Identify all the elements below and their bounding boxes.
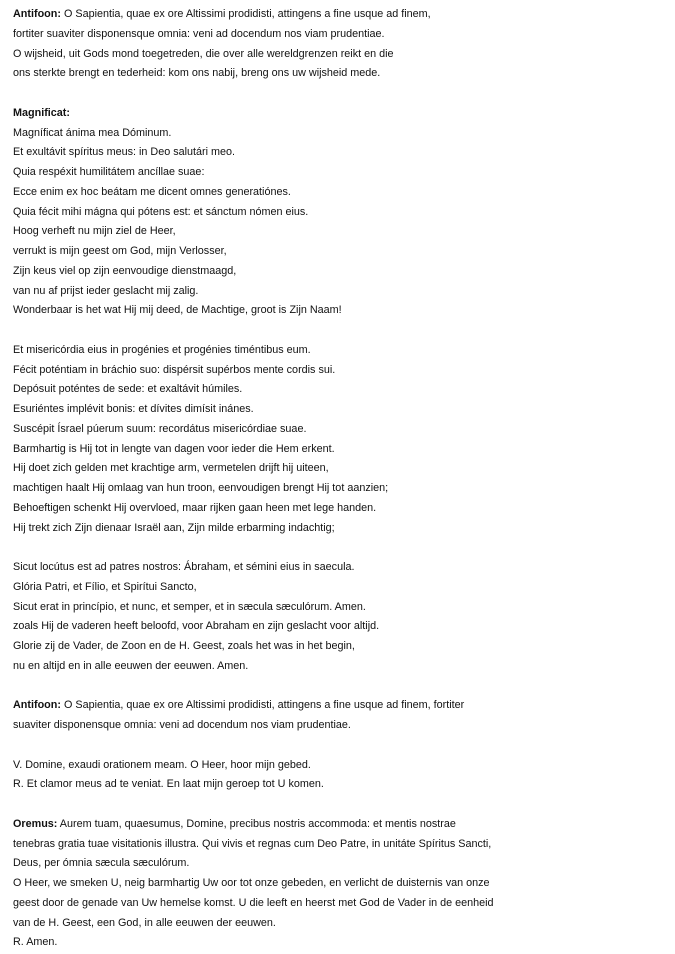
verse-line: Sicut erat in princípio, et nunc, et semper, et in sæcula sæculórum. Amen.	[13, 600, 366, 613]
verse-line: Depósuit poténtes de sede: et exaltávit húmiles.	[13, 383, 243, 396]
verse-line: verrukt is mijn geest om God, mijn Verlosser,	[13, 245, 227, 257]
verse-line: Et exultávit spíritus meus: in Deo salutári meo.	[13, 146, 236, 159]
oremus-line-1: Oremus: Aurem tuam, quaesumus, Domine, precibus nostris accommoda: et mentis nostrae	[13, 817, 456, 830]
oremus-line-4: O Heer, we smeken U, neig barmhartig Uw oor tot onze gebeden, en verlicht de duisternis van onze	[13, 877, 490, 889]
verse-line: machtigen haalt Hij omlaag van hun troon, eenvoudigen brengt Hij tot aanzien;	[13, 482, 389, 494]
versicle-v: V. Domine, exaudi orationem meam. O Heer, hoor mijn gebed.	[13, 758, 311, 771]
magnificat	[13, 104, 675, 677]
oremus-label: Oremus:	[13, 817, 58, 830]
spacer	[13, 84, 675, 104]
verse-line: Sicut locútus est ad patres nostros: Ábraham, et sémini eius in saecula.	[13, 561, 355, 573]
verse-line: Ecce enim ex hoc beátam me dicent omnes generatiónes.	[13, 185, 291, 198]
verse-line: Wonderbaar is het wat Hij mij deed, de Machtige, groot is Zijn Naam!	[13, 304, 342, 317]
magnificat-stanza-1	[13, 124, 675, 322]
spacer	[13, 538, 675, 558]
verse-line: zoals Hij de vaderen heeft beloofd, voor Abraham en zijn geslacht voor altijd.	[13, 620, 380, 633]
antifoon-top-line-4: ons sterkte brengt en tederheid: kom ons nabij, breng ons uw wijsheid mede.	[13, 67, 381, 80]
antifoon-label: Antifoon:	[13, 8, 61, 20]
versicle-r: R. Et clamor meus ad te veniat. En laat mijn geroep tot U komen.	[13, 778, 324, 791]
verse-line: Behoeftigen schenkt Hij overvloed, maar rijken gaan heen met lege handen.	[13, 501, 377, 514]
verse-line: Quia fécit mihi mágna qui pótens est: et sánctum nómen eius.	[13, 205, 309, 218]
antifoon-top	[13, 5, 675, 84]
magnificat-heading: Magnificat:	[13, 106, 70, 119]
verse-line: van nu af prijst ieder geslacht mij zalig.	[13, 284, 199, 297]
verse-line: Zijn keus viel op zijn eenvoudige dienstmaagd,	[13, 264, 237, 277]
spacer	[13, 677, 675, 697]
oremus-line-6: van de H. Geest, een God, in alle eeuwen der eeuwen.	[13, 916, 276, 929]
magnificat-stanza-2	[13, 341, 675, 539]
verse-line: Esuriéntes implévit bonis: et dívites dimísit inánes.	[13, 403, 254, 415]
verse-line: Suscépit Ísrael púerum suum: recordátus misericórdiae suae.	[13, 422, 307, 435]
antifoon-top-line-2: fortiter suaviter disponensque omnia: veni ad docendum nos viam prudentiae.	[13, 27, 385, 40]
oremus-line-2: tenebras gratia tuae visitationis illustra. Qui vivis et regnas cum Deo Patre, in unitáte Spíritus Sancti,	[13, 837, 492, 850]
verse-line: Quia respéxit humilitátem ancíllae suae:	[13, 166, 205, 178]
verse-line: Fécit poténtiam in bráchio suo: dispérsit supérbos mente cordis sui.	[13, 363, 336, 376]
verse-line: Hij trekt zich Zijn dienaar Israël aan, Zijn milde erbarming indachtig;	[13, 521, 335, 534]
verse-line: Glória Patri, et Fílio, et Spirítui Sancto,	[13, 580, 197, 593]
antifoon-top-line-3: O wijsheid, uit Gods mond toegetreden, die over alle wereldgrenzen reikt en die	[13, 47, 394, 60]
verse-line: Hij doet zich gelden met krachtige arm, vermetelen drijft hij uiteen,	[13, 462, 329, 475]
oremus-line-5: geest door de genade van Uw hemelse komst. U die leeft en heerst met God de Vader in de eenheid	[13, 896, 494, 909]
oremus-line-3: Deus, per ómnia sæcula sæculórum.	[13, 857, 190, 870]
verse-line: Barmhartig is Hij tot in lengte van dagen voor ieder die Hem erkent.	[13, 442, 335, 455]
oremus-amen: R. Amen.	[13, 936, 58, 949]
antifoon-bottom-line-2: suaviter disponensque omnia: veni ad docendum nos viam prudentiae.	[13, 719, 351, 731]
verse-line: nu en altijd en in alle eeuwen der eeuwen. Amen.	[13, 659, 249, 672]
versicle	[13, 756, 675, 796]
spacer	[13, 736, 675, 756]
antifoon-bottom-line-1: Antifoon: O Sapientia, quae ex ore Altissimi prodidisti, attingens a fine usque ad finem, fortiter	[13, 699, 465, 712]
antifoon-top-line-1: Antifoon: O Sapientia, quae ex ore Altissimi prodidisti, attingens a fine usque ad finem,	[13, 8, 431, 20]
verse-line: Glorie zij de Vader, de Zoon en de H. Geest, zoals het was in het begin,	[13, 640, 355, 652]
verse-line: Hoog verheft nu mijn ziel de Heer,	[13, 225, 176, 238]
spacer	[13, 795, 675, 815]
verse-line: Magníficat ánima mea Dóminum.	[13, 126, 172, 139]
magnificat-stanza-3	[13, 558, 675, 677]
oremus	[13, 815, 675, 953]
verse-line: Et misericórdia eius in progénies et progénies timéntibus eum.	[13, 343, 311, 356]
antifoon-label: Antifoon:	[13, 699, 61, 712]
antifoon-bottom	[13, 696, 675, 736]
spacer	[13, 321, 675, 341]
